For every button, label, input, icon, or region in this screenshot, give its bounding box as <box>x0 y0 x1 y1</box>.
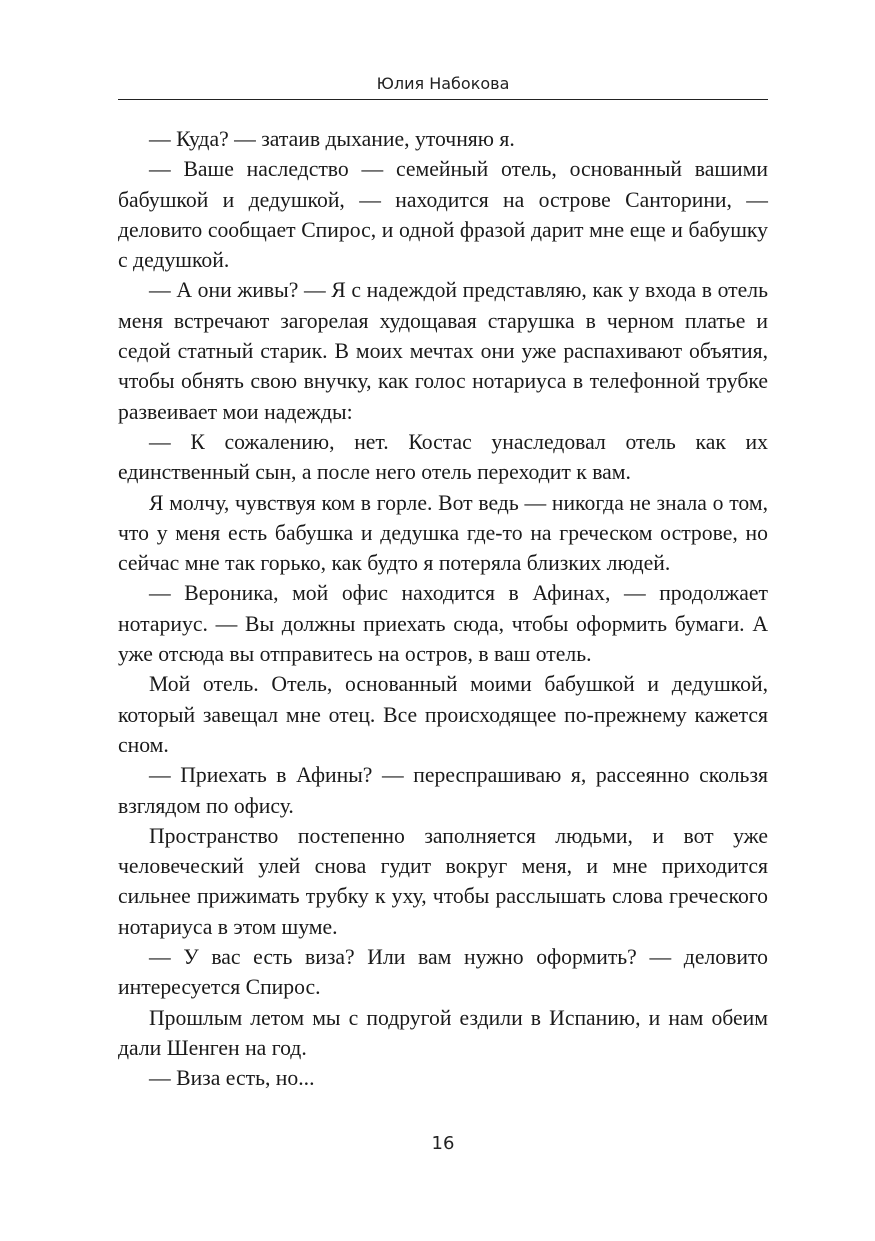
paragraph: — У вас есть виза? Или вам нужно оформить? — деловито интересуется Спирос. <box>118 945 768 1000</box>
paragraph: — Виза есть, но... <box>149 1066 315 1091</box>
body-text <box>118 124 768 1094</box>
paragraph: Пространство постепенно заполняется людьми, и вот уже человеческий улей снова гудит вокруг меня, и мне приходится сильнее прижимать трубку к уху, чтобы расслышать слова греческого нотариуса в этом шуме. <box>118 823 768 939</box>
paragraph: Прошлым летом мы с подругой ездили в Испанию, и нам обеим дали Шенген на год. <box>118 1005 768 1060</box>
paragraph: — Приехать в Афины? — переспрашиваю я, рассеянно скользя взглядом по офису. <box>118 763 768 818</box>
paragraph: Я молчу, чувствуя ком в горле. Вот ведь — никогда не знала о том, что у меня есть бабушка и дедушка где-то на греческом острове, но сейчас мне так горько, как будто я потеряла близких людей. <box>118 490 768 576</box>
page-number: 16 <box>431 1133 455 1154</box>
paragraph: — Куда? — затаив дыхание, уточняю я. <box>149 127 515 151</box>
paragraph: — Ваше наследство — семейный отель, основанный вашими бабушкой и дедушкой, — находится на острове Санторини, — деловито сообщает Спирос, и одной фразой дарит мне еще и бабушку с дедушкой. <box>118 157 768 273</box>
header-rule <box>118 99 768 100</box>
running-header-author: Юлия Набокова <box>376 74 510 93</box>
paragraph: — К сожалению, нет. Костас унаследовал отель как их единственный сын, а после него отель переходит к вам. <box>118 429 768 485</box>
paragraph: — А они живы? — Я с надеждой представляю, как у входа в отель меня встречают загорелая худощавая старушка в черном платье и седой статный старик. В моих мечтах они уже распахивают объятия, чтобы обнять свою внучку, как голос нотариуса в телефонной трубке развеивает мои надежды: <box>118 278 768 424</box>
paragraph: Мой отель. Отель, основанный моими бабушкой и дедушкой, который завещал мне отец. Все происходящее по-прежнему кажется сном. <box>118 672 768 757</box>
paragraph: — Вероника, мой офис находится в Афинах, — продолжает нотариус. — Вы должны приехать сюда, чтобы оформить бумаги. А уже отсюда вы отправитесь на остров, в ваш отель. <box>118 581 768 667</box>
